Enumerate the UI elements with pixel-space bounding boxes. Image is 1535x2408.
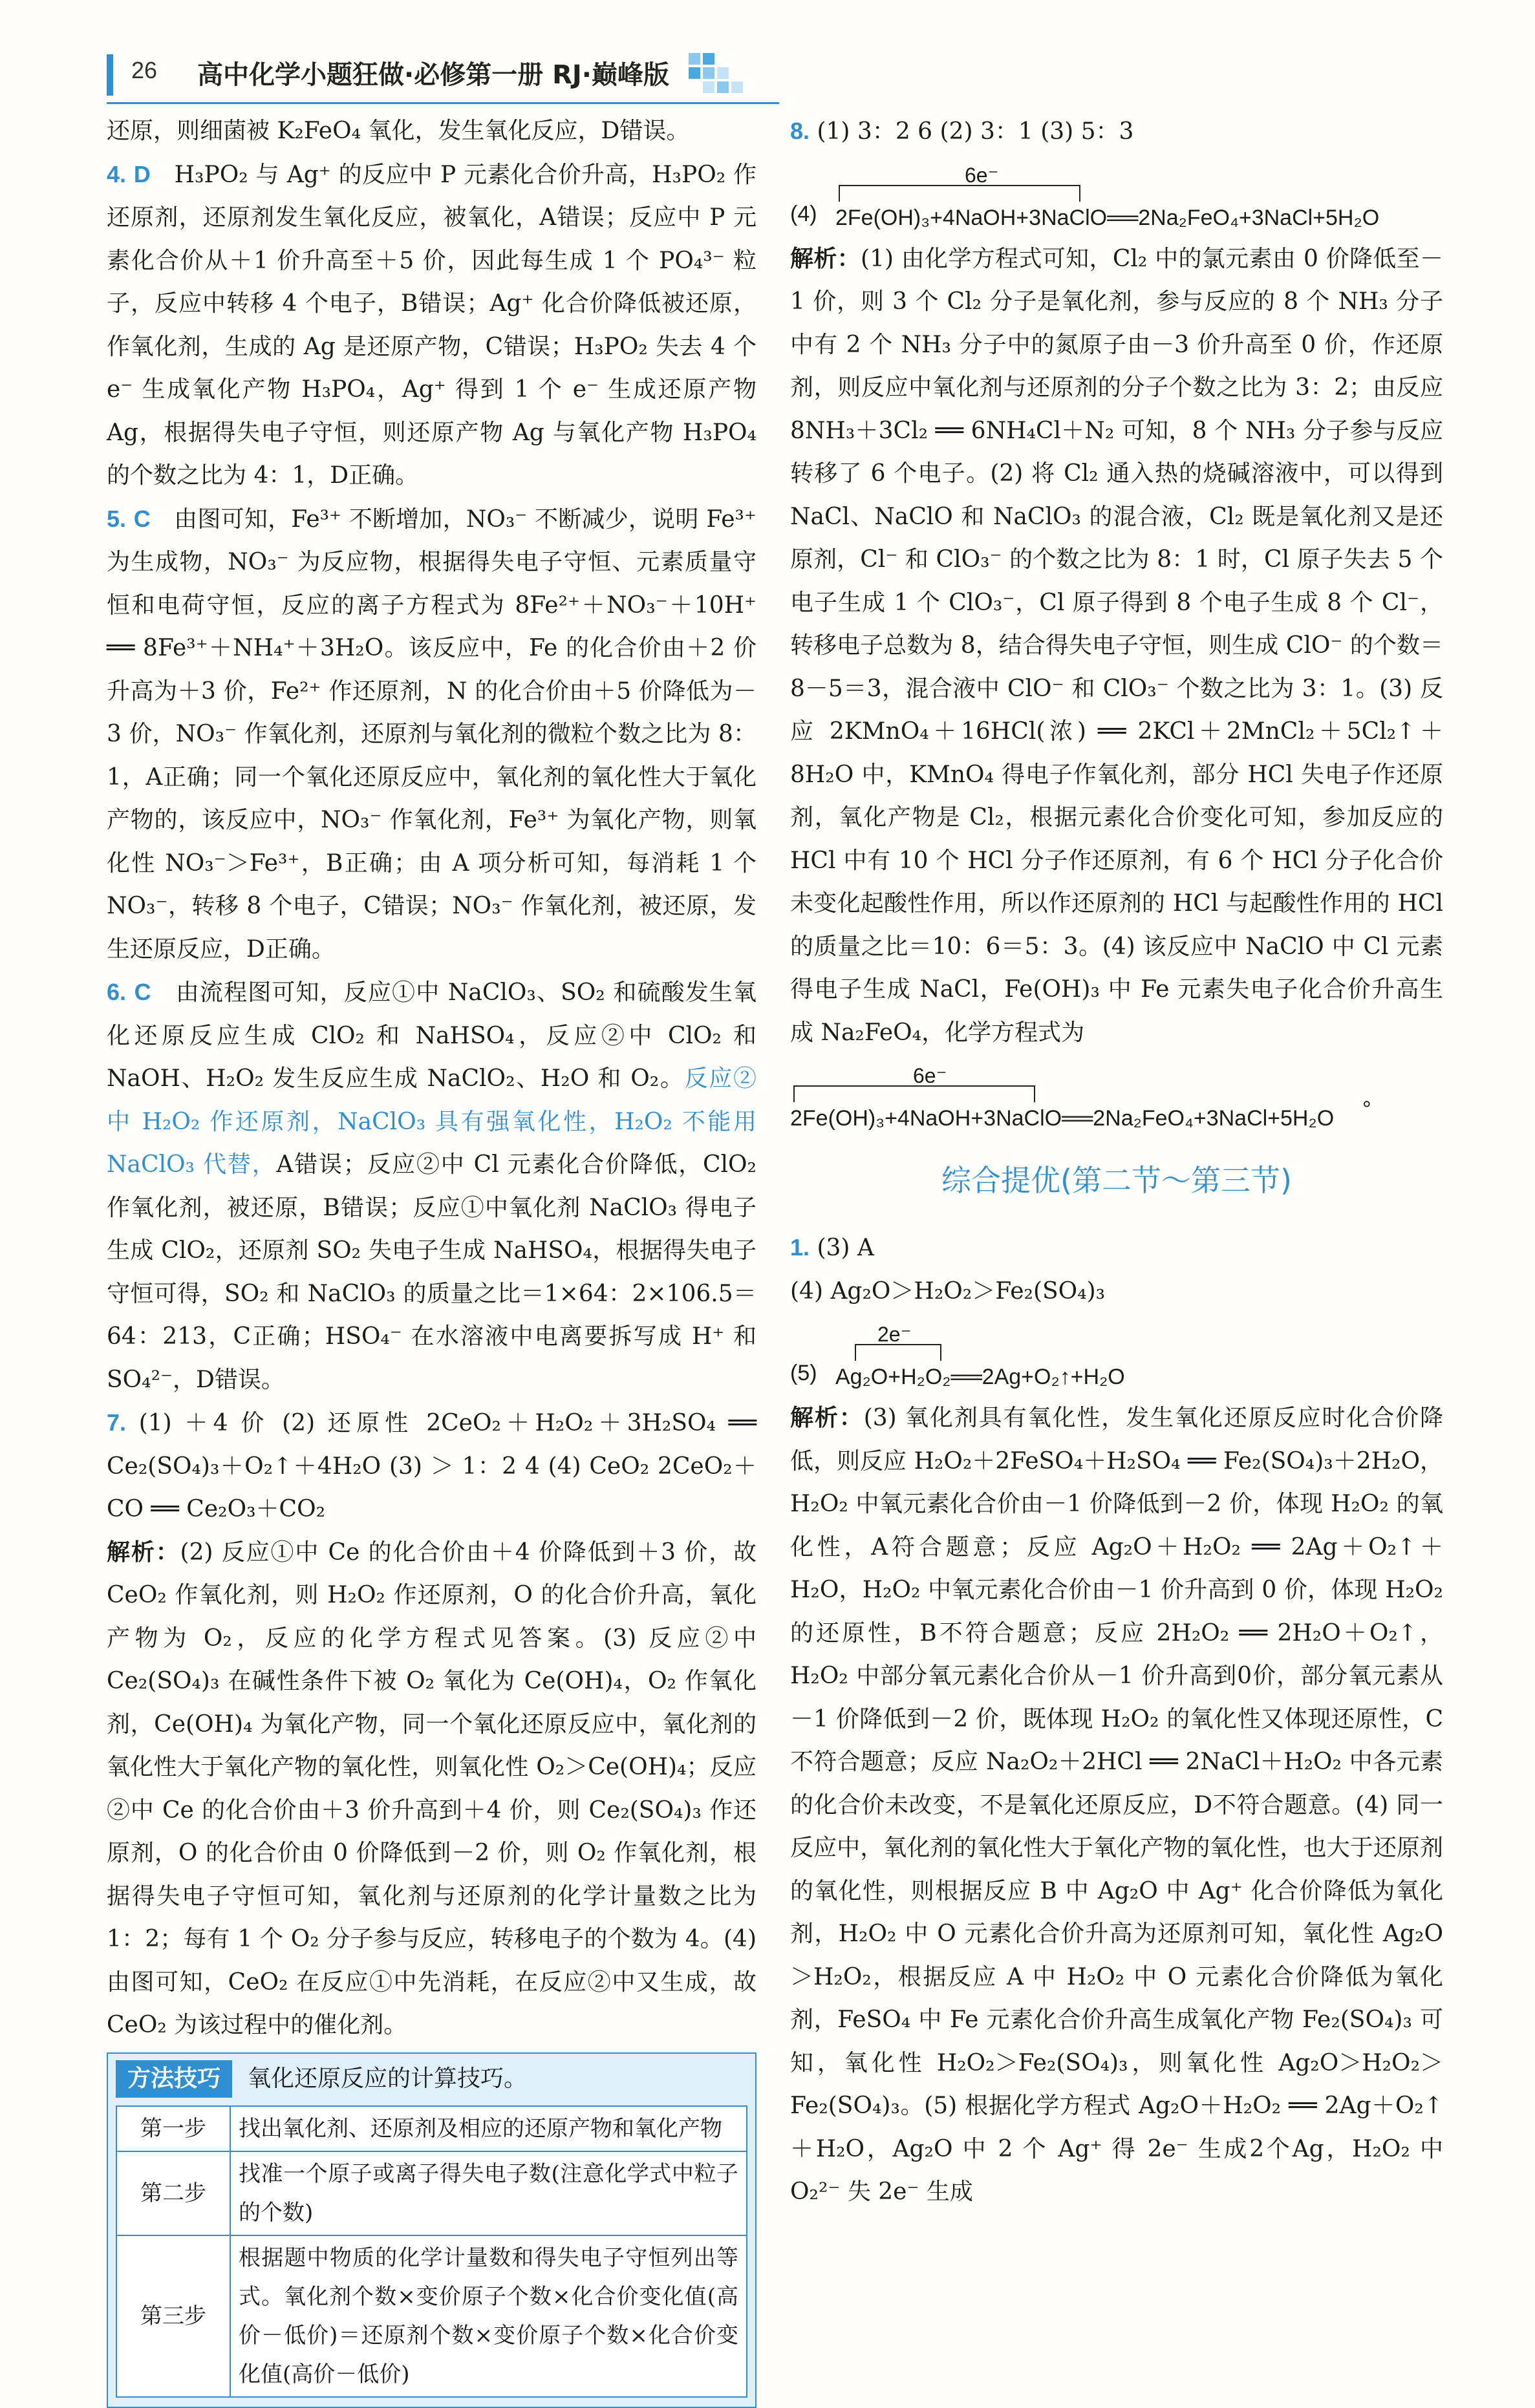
method-box — [107, 2052, 757, 2408]
header-rule — [107, 102, 779, 104]
table-row: 第三步 根据题中物质的化学计量数和得失电子守恒列出等式。氧化剂个数×变价原子个数×化合价变化值(高价－低价)＝还原剂个数×变价原子个数×化合价变化值(高价－低价) — [116, 2235, 747, 2397]
page-header — [107, 50, 1439, 102]
question-6: 6. C 由流程图可知，反应①中 NaClO₃、SO₂ 和硫酸发生氧化还原反应生成 ClO₂ 和 NaHSO₄，反应②中 ClO₂ 和 NaOH、H₂O₂ 发生反应生成 NaClO₂、H₂O 和 O₂。反应②中 H₂O₂ 作还原剂，NaClO₃ 具有强氧化性，H₂O₂ 不能用 NaClO₃ 代替，A错误；反应②中 Cl 元素化合价降低，ClO₂ 作氧化剂，被还原，B错误；反应①中氧化剂 NaClO₃ 得电子生成 ClO₂，还原剂 SO₂ 失电子生成 NaHSO₄，根据得失电子守恒可得，SO₂ 和 NaClO₃ 的质量之比＝1×64：2×106.5＝64：213，C正确；HSO₄⁻ 在水溶液中电离要拆写成 H⁺ 和 SO₄²⁻，D错误。 — [107, 979, 757, 1393]
electron-transfer-label: 6e⁻ — [965, 163, 999, 187]
equation-block-2: 6e⁻ 2Fe(OH)₃+4NaOH+3NaClO══2Na₂FeO₄+3NaCl+5H₂O ° — [790, 1054, 1443, 1138]
electron-transfer-label: 2e⁻ — [877, 1323, 912, 1346]
q5-answer: C — [133, 505, 151, 532]
left-column — [107, 110, 757, 2408]
question-8: 8. (1) 3：2 6 (2) 3：1 (3) 5：3 — [790, 118, 1134, 145]
header-decoration-icon — [689, 50, 766, 102]
electron-transfer-label: 6e⁻ — [913, 1064, 947, 1087]
page-number: 26 — [131, 57, 158, 83]
question-4: 4. D H₃PO₂ 与 Ag⁺ 的反应中 P 元素化合价升高，H₃PO₂ 作还原剂，还原剂发生氧化反应，被氧化，A错误；反应中 P 元素化合价从＋1 价升高至＋5 价，因此每生成 1 个 PO₄³⁻ 粒子，反应中转移 4 个电子，B错误；Ag⁺ 化合价降低被还原，作氧化剂，生成的 Ag 是还原产物，C错误；H₃PO₂ 失去 4 个 e⁻ 生成氧化产物 H₃PO₄，Ag⁺ 得到 1 个 e⁻ 生成还原产物 Ag，根据得失电子守恒，则还原产物 Ag 与氧化产物 H₃PO₄ 的个数之比为 4：1，D正确。 — [107, 160, 757, 489]
q3-tail: 还原，则细菌被 K₂FeO₄ 氧化，发生氧化反应，D错误。 — [107, 118, 690, 144]
method-tag: 方法技巧 — [116, 2060, 232, 2098]
book-title: 高中化学小题狂做·必修第一册 RJ·巅峰版 — [197, 60, 669, 90]
question-7: 7. (1) ＋4 价 (2) 还原性 2CeO₂＋H₂O₂＋3H₂SO₄ ══ Ce₂(SO₄)₃＋O₂↑＋4H₂O (3) ＞ 1：2 4 (4) CeO₂ 2CeO₂＋CO ══ Ce₂O₃＋CO₂ — [107, 1409, 757, 1522]
equation: Ag₂O+H₂O₂══2Ag+O₂↑+H₂O — [835, 1365, 1125, 1389]
q6-answer: C — [134, 979, 151, 1005]
s1-part-4: (4) Ag₂O＞H₂O₂＞Fe₂(SO₄)₃ — [790, 1277, 1106, 1305]
table-row: 第一步 找出氧化剂、还原剂及相应的还原产物和氧化产物 — [116, 2106, 747, 2151]
s1-analysis: 解析：(3) 氧化剂具有氧化性，发生氧化还原反应时化合价降低，则反应 H₂O₂＋2FeSO₄＋H₂SO₄ ══ Fe₂(SO₄)₃＋2H₂O，H₂O₂ 中氧元素化合价由－1 价降低到－2 价，体现 H₂O₂ 的氧化性，A符合题意；反应 Ag₂O＋H₂O₂ ══ 2Ag＋O₂↑＋H₂O，H₂O₂ 中氧元素化合价由－1 价升高到 0 价，体现 H₂O₂ 的还原性，B不符合题意；反应 2H₂O₂ ══ 2H₂O＋O₂↑，H₂O₂ 中部分氧元素化合价从－1 价升高到0价，部分氧元素从－1 价降低到－2 价，既体现 H₂O₂ 的氧化性又体现还原性，C不符合题意；反应 Na₂O₂＋2HCl ══ 2NaCl＋H₂O₂ 中各元素的化合价未改变，不是氧化还原反应，D不符合题意。(4) 同一反应中，氧化剂的氧化性大于氧化产物的氧化性，也大于还原剂的氧化性，则根据反应 B 中 Ag₂O 中 Ag⁺ 化合价降低为氧化剂，H₂O₂ 中 O 元素化合价升高为还原剂可知，氧化性 Ag₂O＞H₂O₂，根据反应 A 中 H₂O₂ 中 O 元素化合价降低为氧化剂，FeSO₄ 中 Fe 元素化合价升高生成氧化产物 Fe₂(SO₄)₃ 可知，氧化性 H₂O₂＞Fe₂(SO₄)₃，则氧化性 Ag₂O＞H₂O₂＞Fe₂(SO₄)₃。(5) 根据化学方程式 Ag₂O＋H₂O₂ ══ 2Ag＋O₂↑＋H₂O，Ag₂O 中 2 个 Ag⁺ 得 2e⁻ 生成2个Ag，H₂O₂ 中 O₂²⁻ 失 2e⁻ 生成 — [790, 1405, 1443, 2205]
section-question-1: 1. (3) A — [790, 1234, 874, 1261]
q7-analysis: 解析：(2) 反应①中 Ce 的化合价由＋4 价降低到＋3 价，故 CeO₂ 作氧化剂，则 H₂O₂ 作还原剂，O 的化合价升高，氧化产物为 O₂，反应的化学方程式见答案。(3) 反应②中 Ce₂(SO₄)₃ 在碱性条件下被 O₂ 氧化为 Ce(OH)₄，O₂ 作氧化剂，Ce(OH)₄ 为氧化产物，同一个氧化还原反应中，氧化剂的氧化性大于氧化产物的氧化性，则氧化性 O₂＞Ce(OH)₄；反应②中 Ce 的化合价由＋3 价升高到＋4 价，则 Ce₂(SO₄)₃ 作还原剂，O 的化合价由 0 价降低到－2 价，则 O₂ 作氧化剂，根据得失电子守恒可知，氧化剂与还原剂的化学计量数之比为 1：2；每有 1 个 O₂ 分子参与反应，转移电子的个数为 4。(4) 由图可知，CeO₂ 在反应①中先消耗，在反应②中又生成，故 CeO₂ 为该过程中的催化剂。 — [107, 1539, 757, 2038]
method-title: 氧化还原反应的计算技巧。 — [248, 2065, 528, 2092]
q7-answer: (1) ＋4 价 (2) 还原性 2CeO₂＋H₂O₂＋3H₂SO₄ ══ Ce₂(SO₄)₃＋O₂↑＋4H₂O (3) ＞ 1：2 4 (4) CeO₂ 2CeO₂＋CO ══ Ce₂O₃＋CO₂ — [107, 1410, 757, 1522]
equation: 2Fe(OH)₃+4NaOH+3NaClO══2Na₂FeO₄+3NaCl+5H₂O — [835, 205, 1380, 230]
header-accent-bar — [107, 54, 113, 96]
equation-block-1: (4) 6e⁻ 2Fe(OH)₃+4NaOH+3NaClO══2Na₂FeO₄+3NaCl+5H₂O — [790, 154, 1443, 238]
equation: 2Fe(OH)₃+4NaOH+3NaClO══2Na₂FeO₄+3NaCl+5H₂O — [790, 1106, 1335, 1131]
method-table — [116, 2105, 747, 2398]
right-column — [790, 110, 1443, 2214]
section-title: 综合提优(第二节～第三节) — [941, 1163, 1292, 1198]
equation-block-3: (5) 2e⁻ Ag₂O+H₂O₂══2Ag+O₂↑+H₂O — [790, 1313, 1443, 1397]
q8-analysis: 解析：(1) 由化学方程式可知，Cl₂ 中的氯元素由 0 价降低至－1 价，则 3 个 Cl₂ 分子是氧化剂，参与反应的 8 个 NH₃ 分子中有 2 个 NH₃ 分子中的氮原子由－3 价升高至 0 价，作还原剂，则反应中氧化剂与还原剂的分子个数之比为 3：2；由反应 8NH₃＋3Cl₂ ══ 6NH₄Cl＋N₂ 可知，8 个 NH₃ 分子参与反应转移了 6 个电子。(2) 将 Cl₂ 通入热的烧碱溶液中，可以得到 NaCl、NaClO 和 NaClO₃ 的混合液，Cl₂ 既是氧化剂又是还原剂，Cl⁻ 和 ClO₃⁻ 的个数之比为 8：1 时，Cl 原子失去 5 个电子生成 1 个 ClO₃⁻，Cl 原子得到 8 个电子生成 8 个 Cl⁻，转移电子总数为 8，结合得失电子守恒，则生成 ClO⁻ 的个数＝8－5＝3，混合液中 ClO⁻ 和 ClO₃⁻ 个数之比为 3：1。(3) 反应 2KMnO₄＋16HCl(浓) ══ 2KCl＋2MnCl₂＋5Cl₂↑＋8H₂O 中，KMnO₄ 得电子作氧化剂，部分 HCl 失电子作还原剂，氧化产物是 Cl₂，根据元素化合价变化可知，参加反应的 HCl 中有 10 个 HCl 分子作还原剂，有 6 个 HCl 分子化合价未变化起酸性作用，所以作还原剂的 HCl 与起酸性作用的 HCl 的质量之比＝10：6＝5：3。(4) 该反应中 NaClO 中 Cl 元素得电子生成 NaCl，Fe(OH)₃ 中 Fe 元素失电子化合价升高生成 Na₂FeO₄，化学方程式为 — [790, 245, 1443, 1046]
q8-answer: (1) 3：2 6 (2) 3：1 (3) 5：3 — [817, 118, 1134, 145]
question-5: 5. C 由图可知，Fe³⁺ 不断增加，NO₃⁻ 不断减少，说明 Fe³⁺ 为生成物，NO₃⁻ 为反应物，根据得失电子守恒、元素质量守恒和电荷守恒，反应的离子方程式为 8Fe²⁺＋NO₃⁻＋10H⁺ ══ 8Fe³⁺＋NH₄⁺＋3H₂O。该反应中，Fe 的化合价由＋2 价升高为＋3 价，Fe²⁺ 作还原剂，N 的化合价由＋5 价降低为－3 价，NO₃⁻ 作氧化剂，还原剂与氧化剂的微粒个数之比为 8：1，A正确；同一个氧化还原反应中，氧化剂的氧化性大于氧化产物的，该反应中，NO₃⁻ 作氧化剂，Fe³⁺ 为氧化产物，则氧化性 NO₃⁻＞Fe³⁺，B正确；由 A 项分析可知，每消耗 1 个 NO₃⁻，转移 8 个电子，C错误；NO₃⁻ 作氧化剂，被还原，发生还原反应，D正确。 — [107, 505, 757, 963]
table-row: 第二步 找准一个原子或离子得失电子数(注意化学式中粒子的个数) — [116, 2151, 747, 2235]
q6-highlight: 反应②中 H₂O₂ 作还原剂，NaClO₃ 具有强氧化性，H₂O₂ 不能用 NaClO₃ 代替， — [107, 1065, 757, 1178]
q4-answer: D — [133, 160, 151, 187]
